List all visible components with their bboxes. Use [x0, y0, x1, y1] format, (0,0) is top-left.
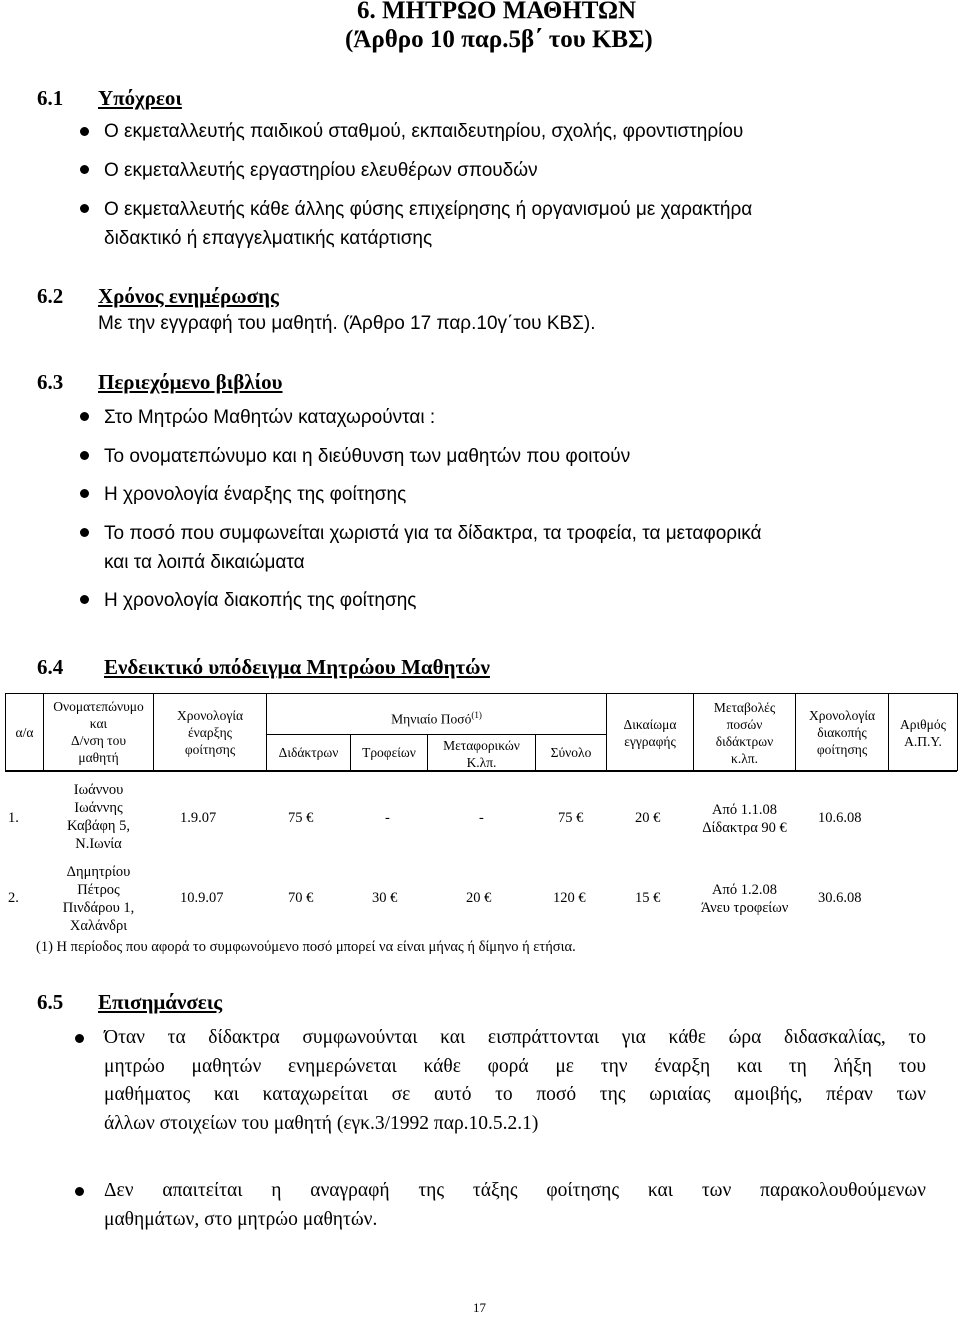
- col-header-monthly-amount: Μηνιαίο Ποσό$^{(1)}$: [391, 710, 482, 727]
- tuition-amount: 70 €: [288, 890, 314, 906]
- bullet-icon: [75, 1187, 84, 1196]
- list-item: Η χρονολογία διακοπής της φοίτησης: [104, 590, 417, 611]
- section-6-3-heading: Περιεχόμενο βιβλίου: [98, 370, 283, 394]
- list-item: Το ονοματεπώνυμο και η διεύθυνση των μαθητών που φοιτούν: [104, 446, 631, 467]
- list-item: Ο εκμεταλλευτής κάθε άλλης φύσης επιχείρησης ή οργανισμού με χαρακτήρα: [104, 199, 753, 220]
- section-6-4-number: 6.4: [37, 655, 64, 679]
- bullet-icon: [80, 595, 89, 604]
- tuition-amount: 75 €: [288, 810, 314, 826]
- section-6-1-number: 6.1: [37, 86, 64, 110]
- list-item: Στο Μητρώο Μαθητών καταχωρούνται :: [104, 407, 436, 428]
- col-header-name: Ονοματεπώνυμο και Δ/νση του μαθητή: [53, 699, 144, 765]
- row-index: 1.: [8, 810, 19, 826]
- col-header-tuition: Διδάκτρων: [278, 745, 339, 760]
- col-header-tax-number: Αριθμός Α.Π.Υ.: [900, 717, 946, 749]
- col-header-total: Σύνολο: [550, 745, 592, 760]
- transport-amount: -: [479, 810, 484, 826]
- bullet-icon: [80, 489, 89, 498]
- registration-fee: 20 €: [635, 810, 661, 826]
- total-amount: 120 €: [553, 890, 586, 906]
- col-header-changes: Μεταβολές ποσών διδάκτρων κ.λπ.: [713, 700, 776, 766]
- col-header-aa: α/α: [15, 725, 34, 740]
- stop-date: 30.6.08: [818, 890, 862, 906]
- col-header-board: Τροφείων: [362, 745, 416, 760]
- student-name-address: Δημητρίου Πέτρος Πινδάρου 1, Χαλάνδρι: [62, 864, 135, 934]
- page-subtitle: (Άρθρο 10 παρ.5β΄ του ΚΒΣ): [345, 26, 653, 53]
- bullet-icon: [80, 165, 89, 174]
- list-item: Ο εκμεταλλευτής παιδικού σταθμού, εκπαιδευτηρίου, σχολής, φροντιστηρίου: [104, 121, 744, 142]
- col-header-stop-date: Χρονολογία διακοπής φοίτησης: [808, 708, 876, 757]
- list-item: Ο εκμεταλλευτής εργαστηρίου ελευθέρων σπουδών: [104, 160, 538, 181]
- bullet-icon: [80, 528, 89, 537]
- list-item: Η χρονολογία έναρξης της φοίτησης: [104, 484, 407, 505]
- list-item: Το ποσό που συμφωνείται χωριστά για τα δίδακτρα, τα τροφεία, τα μεταφορικά: [104, 523, 762, 544]
- student-name-address: Ιωάννου Ιωάννης Καβάφη 5, Ν.Ιωνία: [67, 782, 130, 852]
- bullet-icon: [80, 204, 89, 213]
- bullet-icon: [75, 1034, 84, 1043]
- transport-amount: 20 €: [466, 890, 492, 906]
- list-item-continuation: και τα λοιπά δικαιώματα: [104, 552, 305, 573]
- col-header-registration-fee: Δικαίωμα εγγραφής: [623, 717, 677, 749]
- col-header-start-date: Χρονολογία έναρξης φοίτησης: [176, 708, 244, 757]
- section-6-5-heading: Επισημάνσεις: [98, 990, 223, 1014]
- col-header-transport: Μεταφορικών Κ.λπ.: [443, 738, 520, 770]
- bullet-icon: [80, 127, 89, 136]
- section-6-2-text: Με την εγγραφή του μαθητή. (Άρθρο 17 παρ.10γ΄του ΚΒΣ).: [98, 313, 596, 334]
- amount-changes: Από 1.1.08 Δίδακτρα 90 €: [702, 802, 787, 836]
- section-6-2-number: 6.2: [37, 284, 64, 308]
- section-6-5-number: 6.5: [37, 990, 64, 1014]
- remark-paragraph: Δεν απαιτείται η αναγραφή της τάξης φοίτησης και των παρακολουθούμενων μαθημάτων, στο μητρώο μαθητών.: [104, 1180, 926, 1230]
- page-title: 6. ΜΗΤΡΩΟ ΜΑΘΗΤΩΝ: [357, 0, 637, 24]
- board-amount: -: [385, 810, 390, 826]
- row-index: 2.: [8, 890, 19, 906]
- section-6-4-heading: Ενδεικτικό υπόδειγμα Μητρώου Μαθητών: [104, 655, 490, 679]
- start-date: 10.9.07: [180, 890, 224, 906]
- section-6-1-heading: Υπόχρεοι: [98, 86, 182, 110]
- stop-date: 10.6.08: [818, 810, 862, 826]
- bullet-icon: [80, 451, 89, 460]
- section-6-2-heading: Χρόνος ενημέρωσης: [98, 284, 279, 308]
- registration-fee: 15 €: [635, 890, 661, 906]
- amount-changes: Από 1.2.08 Άνευ τροφείων: [700, 882, 789, 916]
- bullet-icon: [80, 412, 89, 421]
- board-amount: 30 €: [372, 890, 398, 906]
- section-6-3-number: 6.3: [37, 370, 64, 394]
- page-number: 17: [473, 1300, 486, 1315]
- remark-paragraph: Όταν τα δίδακτρα συμφωνούνται και εισπράττονται για κάθε ώρα διδασκαλίας, το μητρώο μαθητών ενημερώνεται κάθε φορά με την έναρξη και τη λήξη του μαθήματος και καταχωρείται σε αυτό το ποσό της ωριαίας αμοιβής, πέραν των άλλων στοιχείων του μαθητή (εγκ.3/1992 παρ.10.5.2.1): [104, 1027, 926, 1134]
- list-item-continuation: διδακτικό ή επαγγελματικής κατάρτισης: [104, 228, 433, 249]
- start-date: 1.9.07: [180, 810, 217, 826]
- table-footnote: (1) Η περίοδος που αφορά το συμφωνούμενο ποσό μπορεί να είναι μήνας ή δίμηνο ή ετήσια.: [36, 939, 576, 955]
- total-amount: 75 €: [558, 810, 584, 826]
